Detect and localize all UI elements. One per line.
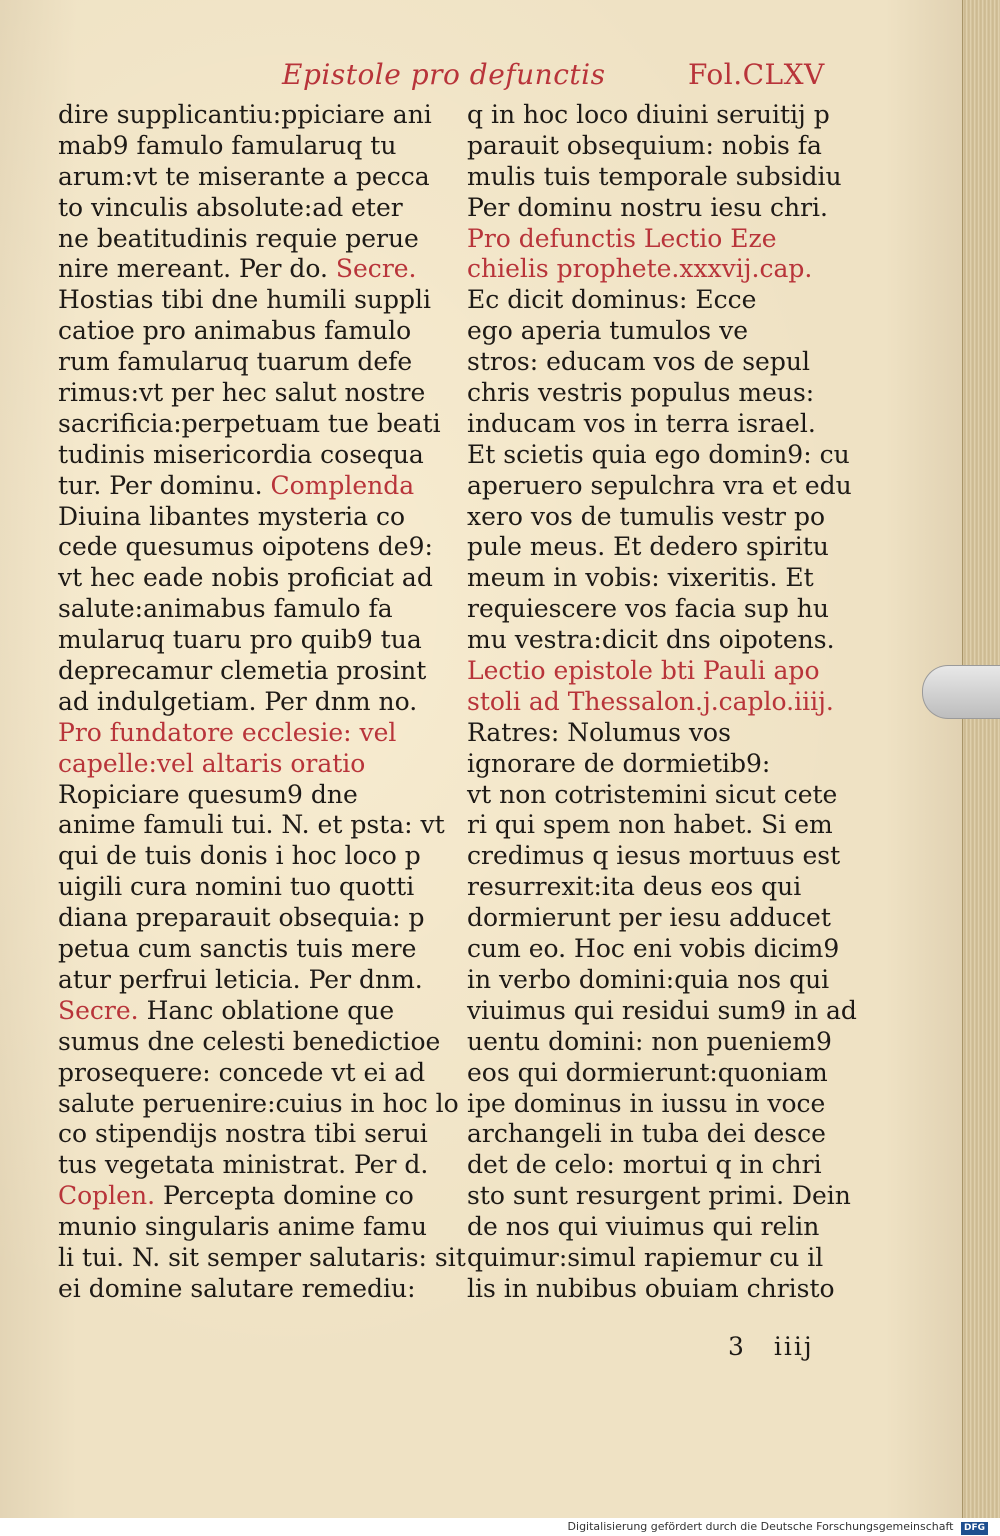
right-line-text: q in hoc loco diuini seruitij p xyxy=(467,100,830,129)
left-rubric: Coplen. xyxy=(58,1181,163,1211)
left-line xyxy=(58,656,448,687)
left-line xyxy=(58,810,448,841)
right-line xyxy=(467,440,859,471)
left-line xyxy=(58,440,448,471)
left-line-text: Diuina libantes mysteria co xyxy=(58,501,406,531)
right-line xyxy=(467,656,859,687)
right-line xyxy=(467,1150,859,1181)
left-line-text: sacrificia:perpetuam tue beati xyxy=(58,408,441,438)
right-line xyxy=(467,1058,859,1089)
left-line-text: diana preparauit obsequia: p xyxy=(58,903,425,933)
right-line xyxy=(467,841,859,872)
left-line xyxy=(58,193,448,224)
left-text-column xyxy=(58,100,466,1305)
left-line xyxy=(58,996,448,1027)
right-line xyxy=(467,1212,859,1243)
right-line xyxy=(467,1274,859,1305)
left-line-text: prosequere: concede vt ei ad xyxy=(58,1057,426,1087)
right-line-text: requiescere vos facia sup hu xyxy=(467,594,829,624)
right-line-text: aperuero sepulchra vra et edu xyxy=(467,470,852,500)
left-line xyxy=(58,872,448,903)
left-line-text: Ropiciare quesum9 dne xyxy=(58,779,358,809)
right-text-column xyxy=(467,100,859,1305)
signature-letter: 3 xyxy=(728,1332,746,1361)
running-title: Epistole pro defunctis xyxy=(282,58,606,91)
left-line xyxy=(58,131,448,162)
right-line-text: Ratres: Nolumus vos xyxy=(467,717,731,747)
right-line xyxy=(467,347,859,378)
right-line-text: det de celo: mortui q in chri xyxy=(467,1150,822,1180)
left-line xyxy=(58,100,448,131)
right-line xyxy=(467,872,859,903)
left-line xyxy=(58,409,448,440)
right-line xyxy=(467,625,859,656)
left-line xyxy=(58,1181,448,1212)
left-line-text: Hostias tibi dne humili suppli xyxy=(58,285,432,315)
left-line xyxy=(58,378,448,409)
right-rubric: chielis prophete.xxxvij.cap. xyxy=(467,254,813,284)
left-line-text: rum famularuq tuarum defe xyxy=(58,347,413,377)
left-line-text: ad indulgetiam. Per dnm no. xyxy=(58,686,418,716)
right-line-text: uentu domini: non pueniem9 xyxy=(467,1026,832,1056)
right-line xyxy=(467,594,859,625)
left-line xyxy=(58,903,448,934)
left-line-text: deprecamur clemetia prosint xyxy=(58,656,427,686)
left-line xyxy=(58,316,448,347)
signature-number: iiij xyxy=(773,1332,814,1361)
left-line-text: mularuq tuaru pro quib9 tua xyxy=(58,625,422,655)
left-line-text: to vinculis absolute:ad eter xyxy=(58,192,403,222)
right-line-text: viuimus qui residui sum9 in ad xyxy=(467,995,857,1025)
page-holder-clip xyxy=(922,665,1000,719)
right-line xyxy=(467,749,859,780)
left-line-text: cede quesumus oipotens de9: xyxy=(58,532,433,562)
right-line xyxy=(467,903,859,934)
left-line-text: salute:animabus famulo fa xyxy=(58,594,393,624)
right-line xyxy=(467,502,859,533)
right-line xyxy=(467,1027,859,1058)
left-line xyxy=(58,934,448,965)
left-line-text: tur. Per dominu. xyxy=(58,470,271,500)
right-line xyxy=(467,224,859,255)
left-line xyxy=(58,1150,448,1181)
left-line-text: petua cum sanctis tuis mere xyxy=(58,934,417,964)
left-line xyxy=(58,471,448,502)
left-line xyxy=(58,1088,459,1120)
right-line xyxy=(467,1243,859,1274)
right-line xyxy=(467,193,859,224)
left-line-text: tus vegetata ministrat. Per d. xyxy=(58,1150,429,1180)
right-line-text: de nos qui viuimus qui relin xyxy=(467,1212,820,1242)
left-line xyxy=(58,687,448,718)
right-line-text: archangeli in tuba dei desce xyxy=(467,1119,826,1149)
left-line-text: tudinis misericordia cosequa xyxy=(58,439,424,469)
right-line-text: parauit obsequium: nobis fa xyxy=(467,130,822,160)
right-rubric: Pro defunctis Lectio Eze xyxy=(467,223,777,253)
right-line-text: mu vestra:dicit dns oipotens. xyxy=(467,625,835,655)
page-edge xyxy=(962,0,1000,1518)
left-line-text: dire supplicantiu:ppiciare ani xyxy=(58,100,432,129)
right-line xyxy=(467,718,859,749)
right-line-text: chris vestris populus meus: xyxy=(467,378,815,408)
folio-number: Fol.CLXV xyxy=(688,58,825,91)
left-line xyxy=(58,841,448,872)
right-line xyxy=(467,131,859,162)
right-line xyxy=(467,996,859,1027)
right-line xyxy=(467,1089,859,1120)
left-line-text: Percepta domine co xyxy=(162,1181,414,1211)
right-line-text: pule meus. Et dedero spiritu xyxy=(467,532,829,562)
right-line xyxy=(467,965,859,996)
dfg-logo: DFG xyxy=(961,1522,988,1535)
right-line-text: vt non cotristemini sicut cete xyxy=(467,779,838,809)
left-line xyxy=(58,780,448,811)
left-line xyxy=(58,532,448,563)
left-line-text: anime famuli tui. N. et psta: vt xyxy=(58,810,445,840)
left-line xyxy=(58,502,448,533)
right-line-text: stros: educam vos de sepul xyxy=(467,347,810,377)
right-line-text: Et scietis quia ego domin9: cu xyxy=(467,439,850,469)
left-line xyxy=(58,285,448,316)
right-line xyxy=(467,378,859,409)
left-line xyxy=(58,1242,466,1274)
right-line-text: ri qui spem non habet. Si em xyxy=(467,810,833,840)
right-line-text: cum eo. Hoc eni vobis dicim9 xyxy=(467,934,840,964)
left-line xyxy=(58,718,448,749)
right-line-text: resurrexit:ita deus eos qui xyxy=(467,872,802,902)
right-line-text: xero vos de tumulis vestr po xyxy=(467,501,826,531)
right-line xyxy=(467,162,859,193)
right-line xyxy=(467,1181,859,1212)
footer-credit: Digitalisierung gefördert durch die Deutsche Forschungsgemeinschaft xyxy=(567,1520,954,1533)
left-line-text: salute peruenire:cuius in hoc lo xyxy=(58,1088,459,1118)
right-line xyxy=(467,471,859,502)
right-line xyxy=(467,316,859,347)
right-line-text: credimus q iesus mortuus est xyxy=(467,841,841,871)
digitization-footer xyxy=(0,1518,1000,1536)
left-line-text: co stipendijs nostra tibi serui xyxy=(58,1119,428,1149)
right-line-text: ego aperia tumulos ve xyxy=(467,316,748,346)
right-line xyxy=(467,254,859,285)
left-line-text: qui de tuis donis i hoc loco p xyxy=(58,841,421,871)
left-line xyxy=(58,749,448,780)
right-line xyxy=(467,810,859,841)
right-rubric: stoli ad Thessalon.j.caplo.iiij. xyxy=(467,686,834,716)
right-line xyxy=(467,532,859,563)
left-line xyxy=(58,254,448,285)
right-line xyxy=(467,780,859,811)
left-line xyxy=(58,563,448,594)
left-line xyxy=(58,594,448,625)
right-line-text: inducam vos in terra israel. xyxy=(467,408,816,438)
left-rubric: Complenda xyxy=(270,470,415,500)
left-line-text: Hanc oblatione que xyxy=(146,995,395,1025)
left-line-text: catioe pro animabus famulo xyxy=(58,316,412,346)
left-rubric: Secre. xyxy=(58,995,147,1025)
right-line xyxy=(467,563,859,594)
right-line xyxy=(467,409,859,440)
left-line xyxy=(58,162,448,193)
left-line-text: munio singularis anime famu xyxy=(58,1212,427,1242)
left-line-text: mab9 famulo famularuq tu xyxy=(58,130,397,160)
left-line-text: arum:vt te miserante a pecca xyxy=(58,161,430,191)
right-line-text: sto sunt resurgent primi. Dein xyxy=(467,1181,851,1211)
left-line-text: vt hec eade nobis proficiat ad xyxy=(58,563,433,593)
left-line-text: sumus dne celesti benedictioe xyxy=(58,1026,441,1056)
right-line-text: mulis tuis temporale subsidiu xyxy=(467,161,842,191)
right-line xyxy=(467,100,859,131)
right-line-text: meum in vobis: vixeritis. Et xyxy=(467,563,814,593)
left-line xyxy=(58,347,448,378)
right-line-text: in verbo domini:quia nos qui xyxy=(467,964,830,994)
left-line-text: ei domine salutare remediu: xyxy=(58,1273,416,1303)
left-rubric: Secre. xyxy=(335,254,417,284)
right-line-text: ignorare de dormietib9: xyxy=(467,748,771,778)
right-line-text: quimur:simul rapiemur cu il xyxy=(467,1242,824,1272)
right-line xyxy=(467,1119,859,1150)
right-line-text: eos qui dormierunt:quoniam xyxy=(467,1057,828,1087)
left-line xyxy=(58,965,448,996)
right-line xyxy=(467,934,859,965)
signature-mark xyxy=(728,1332,814,1361)
left-line-text: ne beatitudinis requie perue xyxy=(58,223,419,253)
right-line-text: dormierunt per iesu adducet xyxy=(467,903,831,933)
left-line-text: uigili cura nomini tuo quotti xyxy=(58,872,415,902)
right-line-text: lis in nubibus obuiam christo xyxy=(467,1273,835,1303)
left-line xyxy=(58,625,448,656)
right-line-text: ipe dominus in iussu in voce xyxy=(467,1088,826,1118)
left-line-text: rimus:vt per hec salut nostre xyxy=(58,378,426,408)
left-line xyxy=(58,1274,448,1305)
left-rubric: capelle:vel altaris oratio xyxy=(58,748,366,778)
right-line-text: Ec dicit dominus: Ecce xyxy=(467,285,757,315)
right-line-text: Per dominu nostru iesu chri. xyxy=(467,192,828,222)
left-line-text: atur perfrui leticia. Per dnm. xyxy=(58,964,423,994)
left-line xyxy=(58,1058,448,1089)
right-line xyxy=(467,285,859,316)
left-line xyxy=(58,224,448,255)
left-line-text: nire mereant. Per do. xyxy=(58,254,336,284)
left-line xyxy=(58,1119,448,1150)
left-line xyxy=(58,1027,448,1058)
right-line xyxy=(467,687,859,718)
left-rubric: Pro fundatore ecclesie: vel xyxy=(58,717,397,747)
left-line xyxy=(58,1212,448,1243)
left-line-text: li tui. N. sit semper salutaris: sit xyxy=(58,1242,466,1272)
right-rubric: Lectio epistole bti Pauli apo xyxy=(467,656,820,686)
